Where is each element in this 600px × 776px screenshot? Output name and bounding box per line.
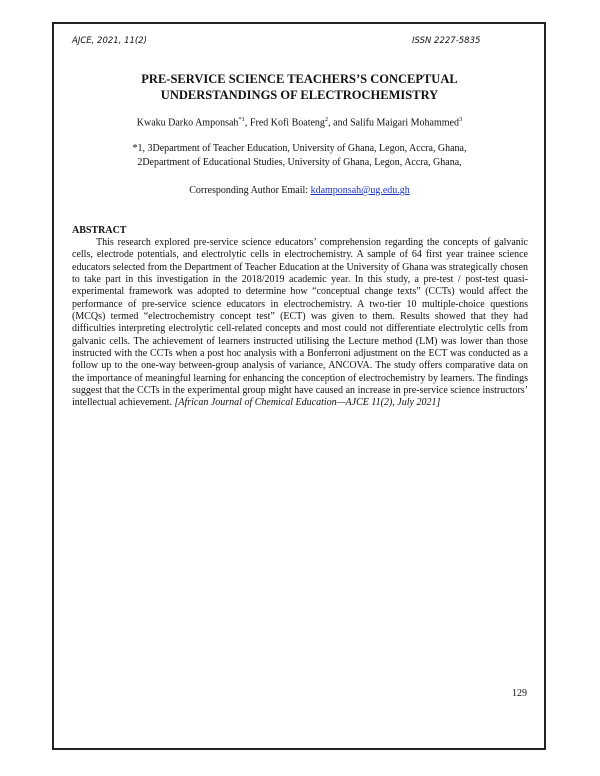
- journal-reference: AJCE, 2021, 11(2): [72, 36, 147, 46]
- paper-title: [72, 71, 527, 103]
- author-2-name: Fred Kofi Boateng: [249, 117, 325, 129]
- issn-number: ISSN 2227-5835: [412, 36, 481, 46]
- author-1-name: Kwaku Darko Amponsah: [136, 117, 239, 129]
- corresponding-author: [72, 185, 527, 196]
- title-line-2: UNDERSTANDINGS OF ELECTROCHEMISTRY: [160, 88, 439, 102]
- author-list: Kwaku Darko Amponsah$^{*1}$, Fred Kofi Boateng$^2$, and Salifu Maigari Mohammed$^3$: [136, 116, 463, 129]
- abstract-body: This research explored pre-service science educators’ comprehension regarding the concepts of galvanic cells, electrode potentials, and electrolytic cells in electrochemistry. A sample of 64 first year trainee science educators selected from the Department of Teacher Education at the University of Ghana was strategically chosen to take part in this investigation in the 2018/2019 academic year. In this study, a pre-test / post-test quasi-experimental framework was adopted to determine how “conceptual change texts” (CCTs) would affect the performance of pre-service science educators in electrochemistry. A two-tier 10 multiple-choice questions (MCQs) termed “electrochemistry concept test” (ECT) was given to them. Results showed that they had difficulties interpreting electrolytic cell-related concepts and most could not differentiate electrolytic cells from galvanic cells. The achievement of learners instructed utilising the Lecture method (LM) was lower than those instructed with the CCTs when a post hoc analysis with a Bonferroni adjustment on the ECT was conducted as a follow up to the one-way between-group analysis of variance, ANCOVA. The study offers comparative data on the importance of meaningful learning for enhancing the conception of electrochemistry by learners. The findings suggest that the CCTs in the experimental group might have caused an increase in pre-service science instructors’ intellectual achievement.: [72, 237, 528, 409]
- affiliations: [72, 142, 527, 170]
- author-3-mark: 3: [458, 116, 463, 123]
- author-1-mark: *1: [238, 116, 245, 123]
- author-3-name: and Salifu Maigari Mohammed: [333, 117, 459, 129]
- email-link[interactable]: kdamponsah@ug.edu.gh: [310, 185, 410, 196]
- abstract-citation: [African Journal of Chemical Education—AJCE 11(2), July 2021]: [174, 397, 441, 409]
- author-2-mark: 2: [324, 116, 329, 123]
- abstract-text: [72, 237, 528, 410]
- title-line-1: PRE-SERVICE SCIENCE TEACHERS’S CONCEPTUAL: [141, 72, 458, 86]
- affiliation-line-1: *1, 3Department of Teacher Education, University of Ghana, Legon, Accra, Ghana,: [132, 143, 467, 154]
- corresponding-label: Corresponding Author Email:: [189, 185, 309, 196]
- affiliation-line-2: 2Department of Educational Studies, University of Ghana, Legon, Accra, Ghana,: [137, 157, 462, 168]
- abstract-heading: ABSTRACT: [72, 225, 127, 236]
- page-number: 129: [512, 688, 527, 699]
